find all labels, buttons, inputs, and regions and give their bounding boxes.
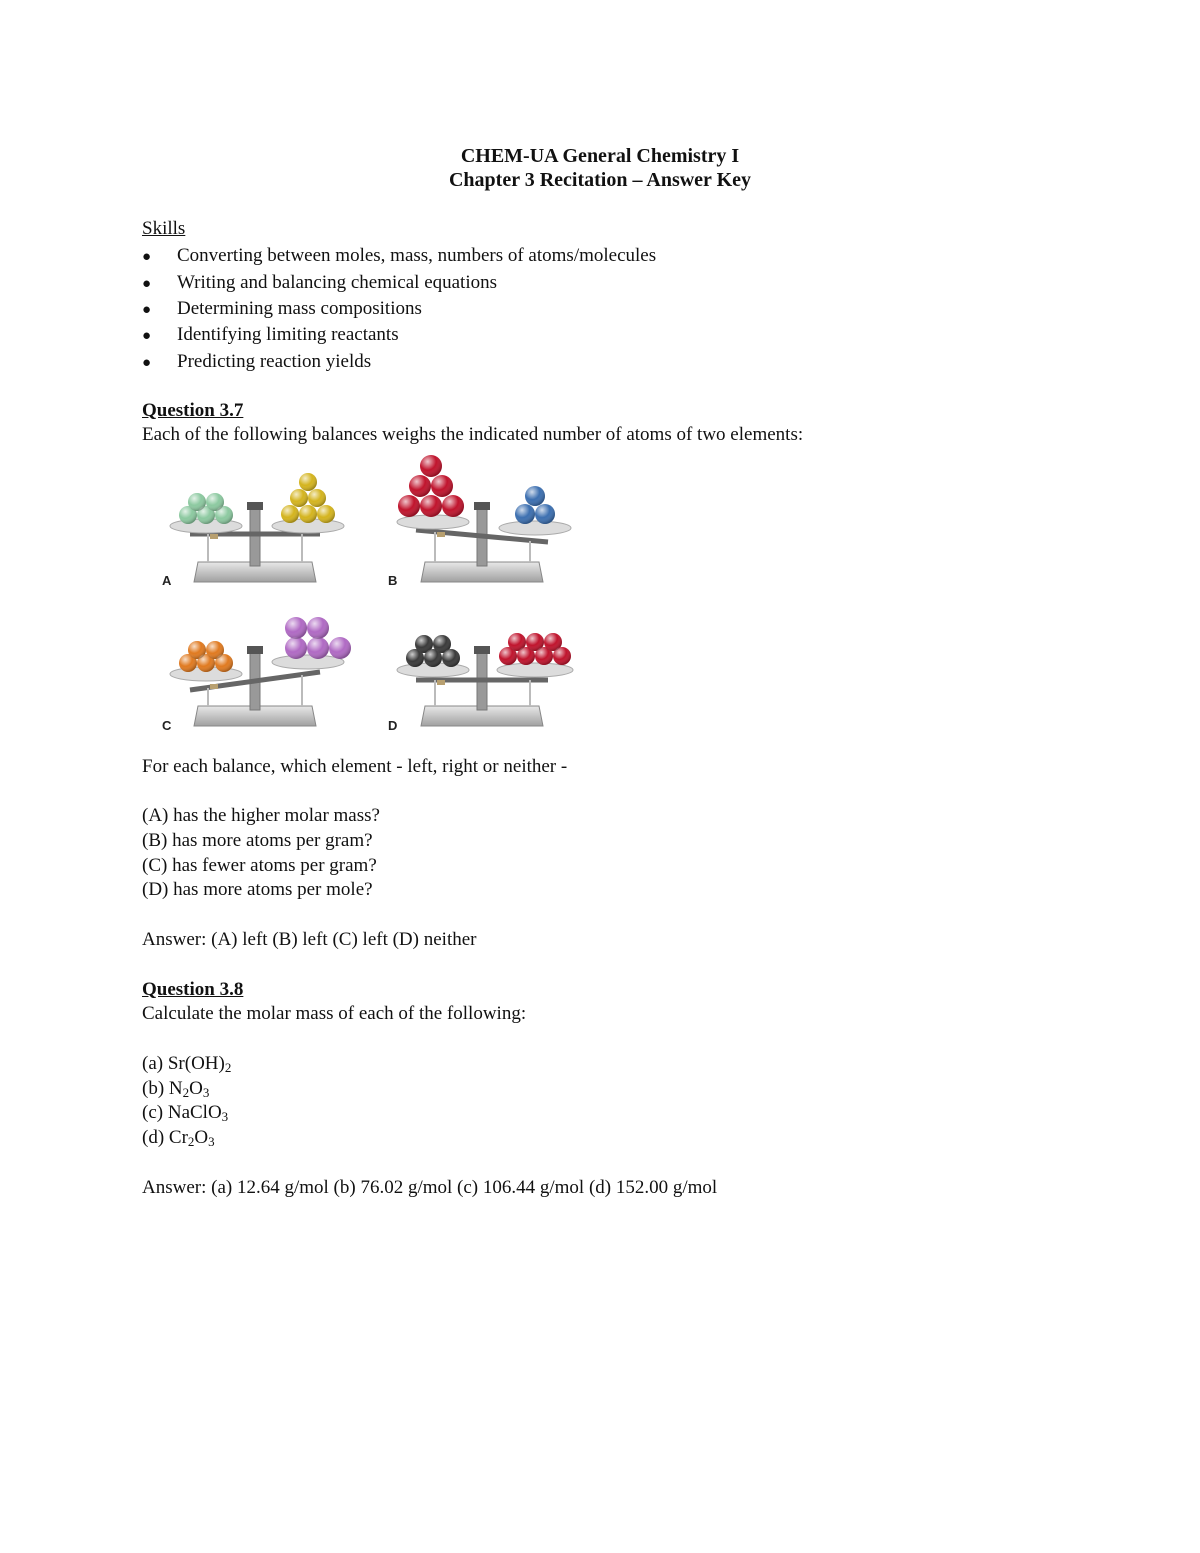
balance-label-c: C: [162, 718, 172, 733]
atoms-a-right: [281, 473, 335, 523]
balances-figure: [150, 450, 590, 745]
skill-item: ● Determining mass compositions: [142, 298, 422, 319]
question-part: (B) has more atoms per gram?: [142, 830, 373, 851]
question-3-7-heading: Question 3.7: [142, 400, 244, 421]
balance-c: [162, 617, 351, 733]
balance-label-d: D: [388, 718, 398, 733]
balance-b: [388, 455, 571, 588]
bullet-icon: ●: [142, 328, 152, 344]
document-subtitle: Chapter 3 Recitation – Answer Key: [448, 169, 751, 191]
question-3-8-prompt: Calculate the molar mass of each of the following:: [142, 1003, 527, 1024]
question-3-8-heading: Question 3.8: [142, 979, 244, 1000]
balance-label-b: B: [388, 573, 398, 588]
atoms-d-left: [406, 635, 460, 667]
question-part: (C) has fewer atoms per gram?: [142, 855, 377, 876]
formula-item: (a) $Sr(OH)_2$: [142, 1053, 232, 1075]
skill-item: ● Converting between moles, mass, numbers of atoms/molecules: [142, 245, 657, 266]
bullet-icon: ●: [142, 355, 152, 371]
atoms-a-left: [179, 493, 233, 524]
atoms-c-right: [285, 617, 351, 659]
skill-item: ● Predicting reaction yields: [142, 351, 372, 372]
question-part: (D) has more atoms per mole?: [142, 879, 373, 900]
bullet-icon: ●: [142, 276, 152, 292]
course-title: CHEM-UA General Chemistry I: [460, 145, 740, 167]
formula-item: (b) $N_2O_3$: [142, 1078, 210, 1100]
question-3-7-prompt: Each of the following balances weighs the indicated number of atoms of two elements:: [142, 424, 804, 445]
skill-item: ● Identifying limiting reactants: [142, 324, 399, 345]
skill-item: ● Writing and balancing chemical equations: [142, 272, 498, 293]
balance-label-a: A: [162, 573, 172, 588]
question-3-7-intro: For each balance, which element - left, right or neither -: [142, 756, 568, 777]
atoms-c-left: [179, 641, 233, 672]
question-part: (A) has the higher molar mass?: [142, 805, 380, 826]
atoms-b-right: [515, 486, 555, 524]
question-3-7-answer: Answer: (A) left (B) left (C) left (D) neither: [142, 929, 477, 950]
atoms-d-right: [499, 633, 571, 665]
question-3-8-answer: Answer: (a) 12.64 g/mol (b) 76.02 g/mol (c) 106.44 g/mol (d) 152.00 g/mol: [142, 1177, 718, 1198]
balance-a: [162, 473, 344, 588]
bullet-icon: ●: [142, 302, 152, 318]
formula-item: (d) $Cr_2O_3$: [142, 1127, 215, 1149]
bullet-icon: ●: [142, 249, 152, 265]
skills-heading: Skills: [142, 218, 186, 239]
balance-d: [388, 633, 573, 733]
atoms-b-left: [398, 455, 464, 517]
formula-item: (c) NaClO$_3$: [142, 1102, 229, 1124]
